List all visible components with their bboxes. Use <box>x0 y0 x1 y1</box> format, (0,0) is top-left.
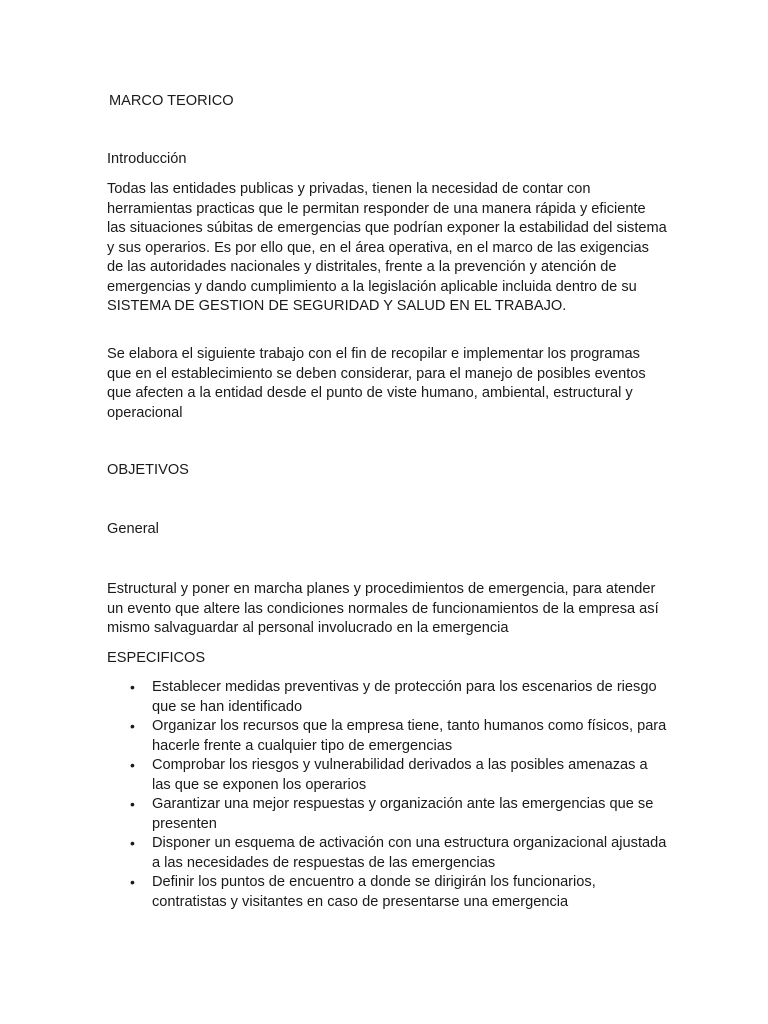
bullet-icon: • <box>130 796 135 812</box>
list-item <box>107 873 667 912</box>
specific-objectives-list <box>107 678 667 912</box>
list-item <box>107 795 667 834</box>
list-item <box>107 756 667 795</box>
document-title: MARCO TEORICO <box>109 93 234 109</box>
list-item-text: Garantizar una mejor respuestas y organización ante las emergencias que se presenten <box>152 796 654 832</box>
list-item <box>107 678 667 717</box>
list-item-text: Disponer un esquema de activación con una estructura organizacional ajustada a las necesidades de respuestas de las emergencias <box>152 835 667 871</box>
bullet-icon: • <box>130 679 135 695</box>
list-item-text: Comprobar los riesgos y vulnerabilidad derivados a las posibles amenazas a las que se exponen los operarios <box>152 757 648 793</box>
list-item <box>107 834 667 873</box>
intro-paragraph-1: Todas las entidades publicas y privadas, tienen la necesidad de contar con herramientas practicas que le permitan responder de una manera rápida y eficiente las situaciones súbitas de emergencias que podrían exponer la estabilidad del sistema y sus operarios. Es por ello que, en el área operativa, en el marco de las exigencias de las autoridades nacionales y distritales, frente a la prevención y atención de emergencias y dando cumplimiento a la legislación aplicable incluida dentro de su SISTEMA DE GESTION DE SEGURIDAD Y SALUD EN EL TRABAJO. <box>107 181 667 314</box>
bullet-icon: • <box>130 757 135 773</box>
list-item-text: Establecer medidas preventivas y de protección para los escenarios de riesgo que se han identificado <box>152 679 657 715</box>
intro-paragraph-2: Se elabora el siguiente trabajo con el fin de recopilar e implementar los programas que en el establecimiento se deben considerar, para el manejo de posibles eventos que afecten a la entidad desde el punto de viste humano, ambiental, estructural y operacional <box>107 346 646 421</box>
list-item <box>107 717 667 756</box>
bullet-icon: • <box>130 718 135 734</box>
specific-heading: ESPECIFICOS <box>107 650 206 666</box>
intro-heading: Introducción <box>107 151 187 167</box>
objectives-heading: OBJETIVOS <box>107 462 189 478</box>
bullet-icon: • <box>130 835 135 851</box>
bullet-icon: • <box>130 874 135 890</box>
list-item-text: Organizar los recursos que la empresa tiene, tanto humanos como físicos, para hacerle frente a cualquier tipo de emergencias <box>152 718 667 754</box>
general-paragraph: Estructural y poner en marcha planes y procedimientos de emergencia, para atender un evento que altere las condiciones normales de funcionamientos de la empresa así mismo salvaguardar al personal involucrado en la emergencia <box>107 581 659 636</box>
list-item-text: Definir los puntos de encuentro a donde se dirigirán los funcionarios, contratistas y visitantes en caso de presentarse una emergencia <box>152 874 596 910</box>
general-heading: General <box>107 521 159 537</box>
